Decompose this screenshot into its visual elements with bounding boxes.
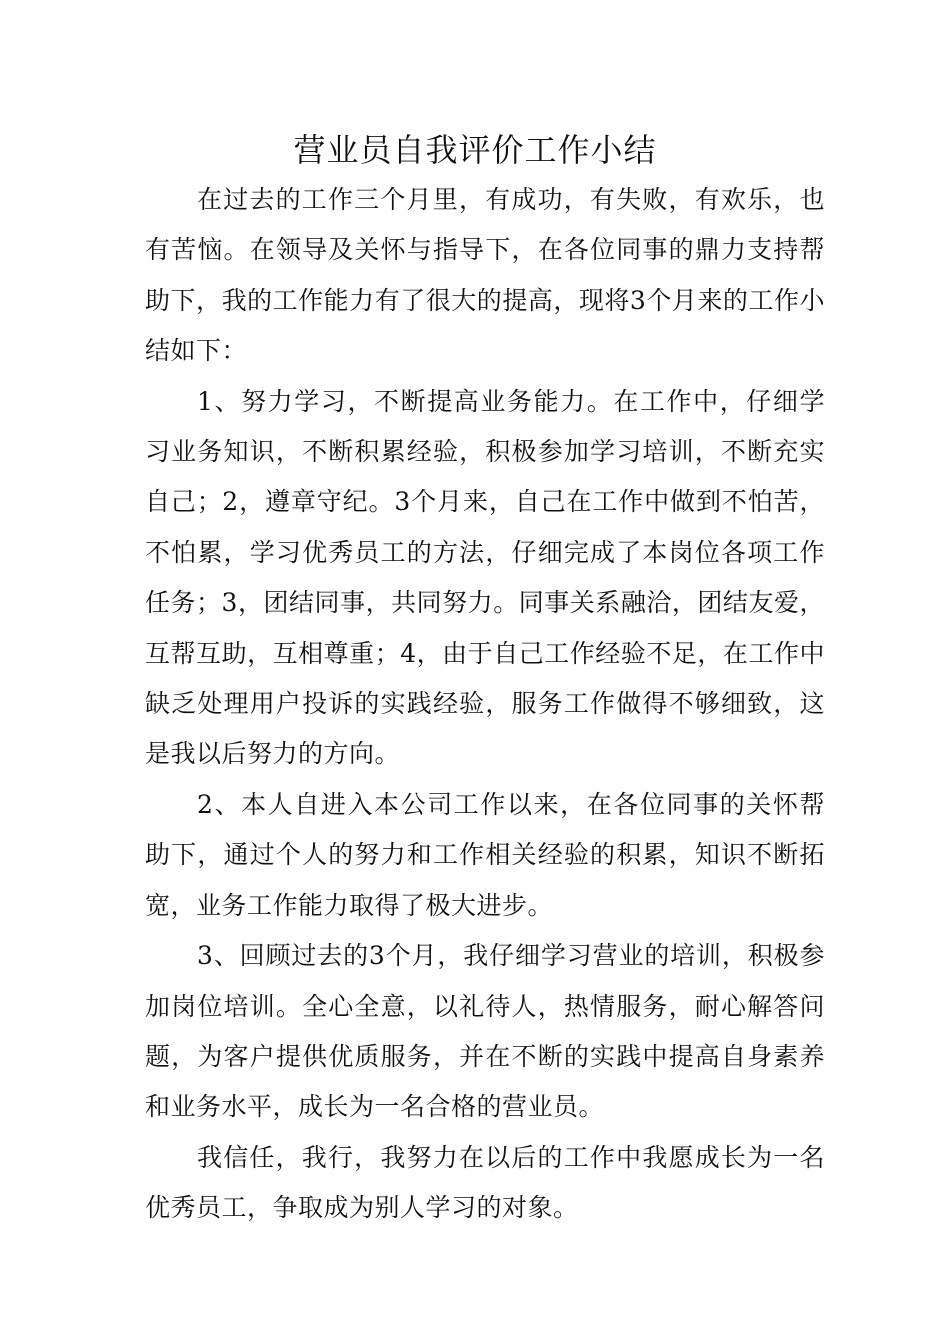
paragraph-item-3: 3、回顾过去的3个月，我仔细学习营业的培训，积极参加岗位培训。全心全意，以礼待人，热情服务，耐心解答问题，为客户提供优质服务，并在不断的实践中提高自身素养和业务水平，成长为一名合格的营业员。 (145, 941, 825, 1122)
document-body (145, 175, 825, 1234)
paragraph-item-1: 1、努力学习，不断提高业务能力。在工作中，仔细学习业务知识，不断积累经验，积极参加学习培训，不断充实自己；2，遵章守纪。3个月来，自己在工作中做到不怕苦，不怕累，学习优秀员工的方法，仔细完成了本岗位各项工作任务；3，团结同事，共同努力。同事关系融洽，团结友爱，互帮互助，互相尊重；4，由于自己工作经验不足，在工作中缺乏处理用户投诉的实践经验，服务工作做得不够细致，这是我以后努力的方向。 (145, 386, 825, 769)
document-title: 营业员自我评价工作小结 (293, 131, 657, 169)
paragraph-item-2: 2、本人自进入本公司工作以来，在各位同事的关怀帮助下，通过个人的努力和工作相关经验的积累，知识不断拓宽，业务工作能力取得了极大进步。 (145, 789, 825, 920)
paragraph-closing: 我信任，我行，我努力在以后的工作中我愿成长为一名优秀员工，争取成为别人学习的对象。 (145, 1142, 825, 1223)
paragraph-intro: 在过去的工作三个月里，有成功，有失败，有欢乐，也有苦恼。在领导及关怀与指导下，在各位同事的鼎力支持帮助下，我的工作能力有了很大的提高，现将3个月来的工作小结如下： (145, 185, 825, 366)
